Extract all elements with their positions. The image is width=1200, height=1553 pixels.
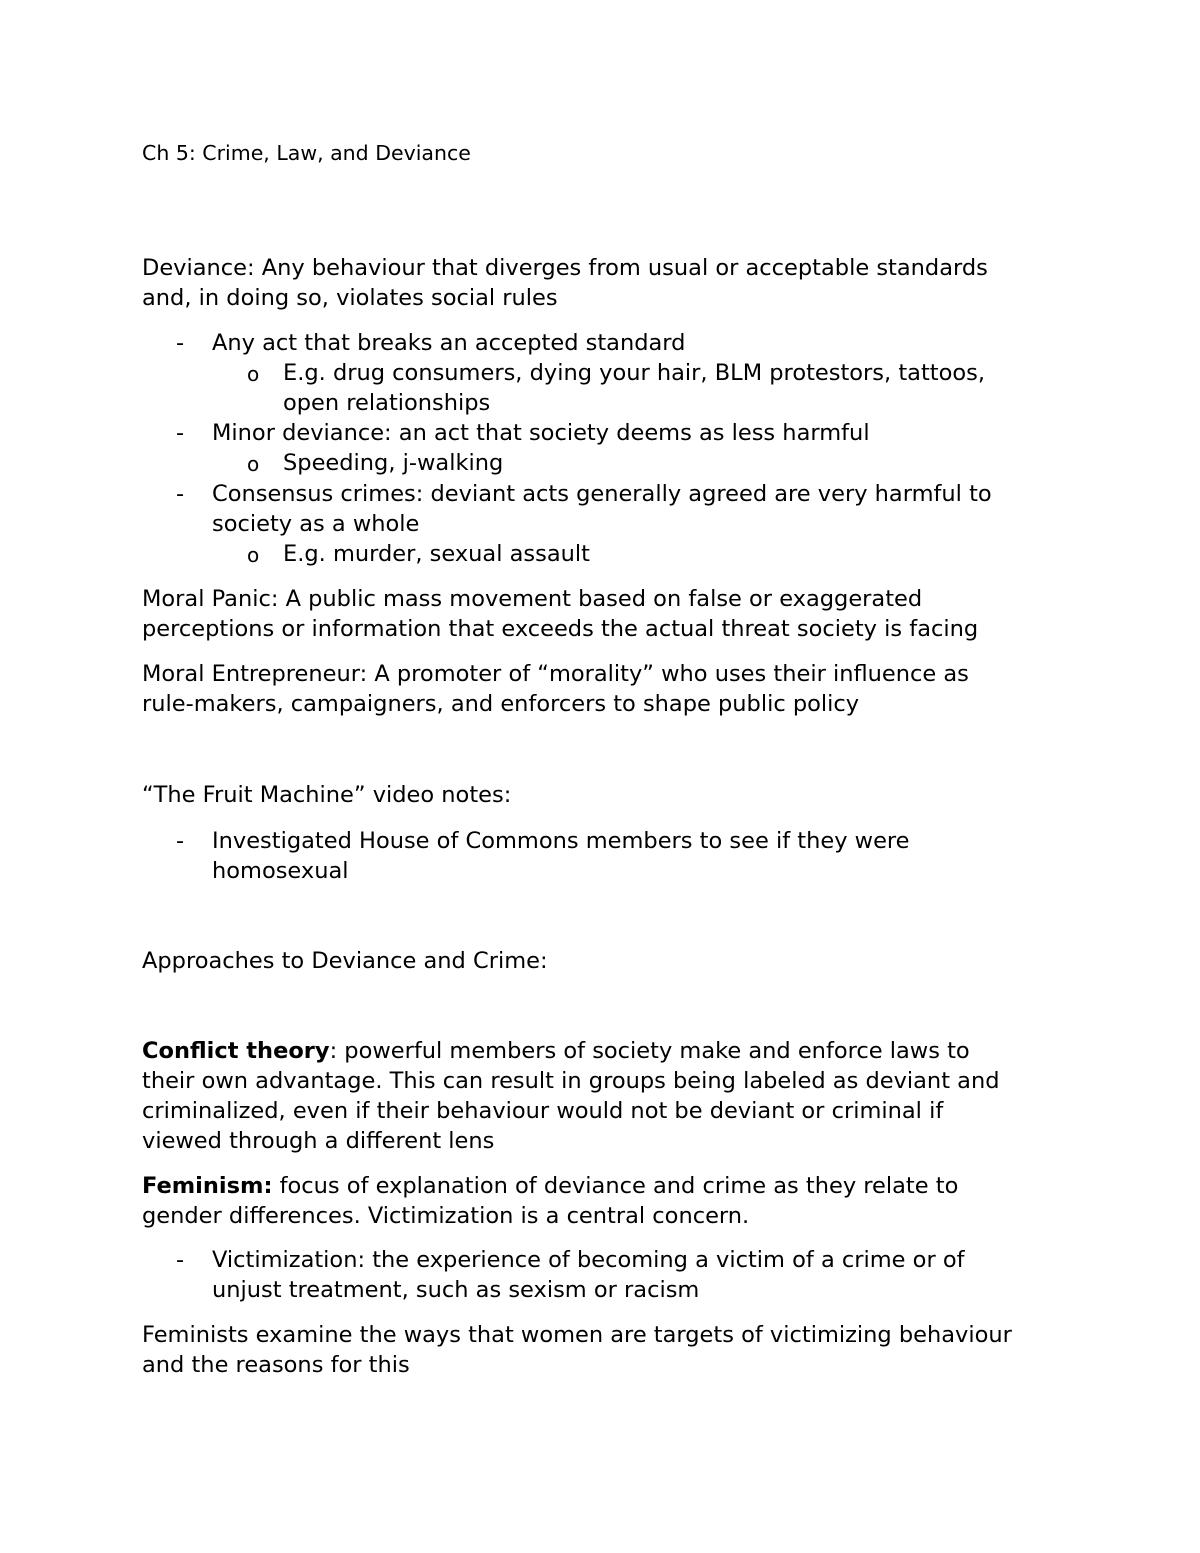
conflict-theory-line-1 [142, 1036, 970, 1066]
bullet-dash: - [176, 330, 185, 356]
conflict-theory-line-1-text: : powerful members of society make and enforce laws to [329, 1038, 970, 1064]
moral-panic-line-2: perceptions or information that exceeds the actual threat society is facing [142, 616, 979, 642]
victimization-bullet-line-1: Victimization: the experience of becoming a victim of a crime or of [212, 1247, 965, 1273]
moral-entrepreneur-line-2: rule-makers, campaigners, and enforcers to shape public policy [142, 691, 860, 717]
sub-bullet-circle: o [247, 452, 260, 476]
conflict-theory-line-4: viewed through a different lens [142, 1128, 495, 1154]
feminism-term: Feminism: [142, 1173, 273, 1199]
sub-bullet-examples-line-1: E.g. drug consumers, dying your hair, BLM protestors, tattoos, [283, 360, 985, 386]
deviance-definition-line-2: and, in doing so, violates social rules [142, 285, 558, 311]
bullet-dash: - [176, 481, 185, 507]
fruit-machine-bullet-line-1: Investigated House of Commons members to see if they were [212, 828, 910, 854]
bullet-dash: - [176, 1247, 185, 1273]
approaches-heading: Approaches to Deviance and Crime: [142, 948, 548, 974]
feminism-line-2: gender differences. Victimization is a central concern. [142, 1203, 750, 1229]
victimization-bullet-line-2: unjust treatment, such as sexism or racism [212, 1277, 700, 1303]
bullet-dash: - [176, 828, 185, 854]
bullet-consensus-crimes-line-1: Consensus crimes: deviant acts generally agreed are very harmful to [212, 481, 992, 507]
conflict-theory-line-2: their own advantage. This can result in groups being labeled as deviant and [142, 1068, 1000, 1094]
sub-bullet-murder: E.g. murder, sexual assault [283, 541, 590, 567]
bullet-consensus-crimes-line-2: society as a whole [212, 511, 420, 537]
sub-bullet-circle: o [247, 362, 260, 386]
deviance-definition-line-1: Deviance: Any behaviour that diverges from usual or acceptable standards [142, 255, 988, 281]
moral-panic-line-1: Moral Panic: A public mass movement based on false or exaggerated [142, 586, 923, 612]
conflict-theory-term: Conflict theory [142, 1038, 330, 1064]
bullet-minor-deviance: Minor deviance: an act that society deems as less harmful [212, 420, 870, 446]
conflict-theory-line-3: criminalized, even if their behaviour would not be deviant or criminal if [142, 1098, 944, 1124]
sub-bullet-speeding: Speeding, j-walking [283, 450, 504, 476]
fruit-machine-heading: “The Fruit Machine” video notes: [142, 782, 512, 808]
feminism-line-1 [142, 1171, 958, 1201]
fruit-machine-bullet-line-2: homosexual [212, 858, 349, 884]
bullet-accepted-standard: Any act that breaks an accepted standard [212, 330, 686, 356]
bullet-dash: - [176, 420, 185, 446]
feminism-line-1-text: focus of explanation of deviance and crime as they relate to [272, 1173, 959, 1199]
document-title: Ch 5: Crime, Law, and Deviance [142, 141, 471, 165]
sub-bullet-circle: o [247, 543, 260, 567]
feminists-paragraph-line-1: Feminists examine the ways that women are targets of victimizing behaviour [142, 1322, 1012, 1348]
moral-entrepreneur-line-1: Moral Entrepreneur: A promoter of “morality” who uses their influence as [142, 661, 969, 687]
sub-bullet-examples-line-2: open relationships [283, 390, 491, 416]
feminists-paragraph-line-2: and the reasons for this [142, 1352, 410, 1378]
